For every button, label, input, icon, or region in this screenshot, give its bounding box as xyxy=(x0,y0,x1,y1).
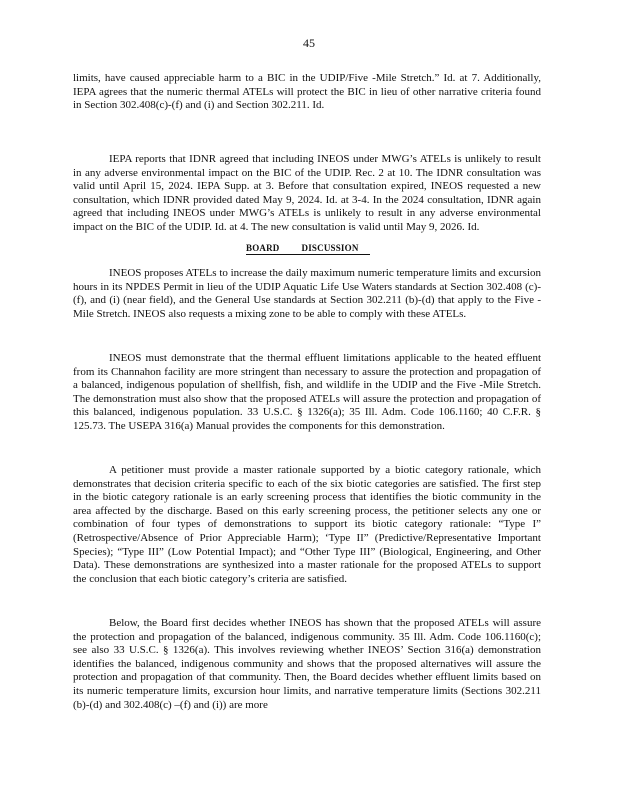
heading-word-board: BOARD xyxy=(246,243,280,253)
paragraph-4 xyxy=(73,352,541,434)
paragraph-5 xyxy=(73,464,541,586)
paragraph-6 xyxy=(73,617,541,712)
paragraph-text: INEOS proposes ATELs to increase the daily maximum numeric temperature limits and excursion hours in its NPDES Permit in lieu of the UDIP Aquatic Life Use Waters standards at Section 302.408 (c)-(f), and (i) (near field), and the General Use standards at Section 302.211 (b)-(d) that apply to the Five -Mile Stretch. INEOS also requests a mixing zone to be able to comply with these ATELs. xyxy=(73,267,541,320)
paragraph-1 xyxy=(73,72,541,113)
paragraph-text: Below, the Board first decides whether INEOS has shown that the proposed ATELs will assure the protection and propagation of the balanced, indigenous community. 35 Ill. Adm. Code 106.1160(c); see also 33 U.S.C. § 1326(a). This involves reviewing whether INEOS’ Section 316(a) demonstration identifies the balanced, indigenous community and shows that the proposed alternatives will assure the protection and propagation of that community. Then, the Board decides whether effluent limits based on its numeric temperature limits, excursion hour limits, and narrative temperature limits (Sections 302.211 (b)-(d) and 302.408(c) –(f) and (i)) are more xyxy=(73,617,541,711)
paragraph-text: IEPA reports that IDNR agreed that including INEOS under MWG’s ATELs is unlikely to result in any adverse environmental impact on the BIC of the UDIP. Rec. 2 at 10. The IDNR consultation was valid until April 15, 2024. IEPA Supp. at 3. Before that consultation expired, INEOS requested a new consultation, which IDNR provided dated May 9, 2024. Id. at 3-4. In the 2024 consultation, IDNR again agreed that including INEOS under MWG’s ATELs is unlikely to result in any adverse environmental impact on the BIC of the UDIP. Id. at 4. The new consultation is valid until May 9, 2026. Id. xyxy=(73,153,541,233)
page-number: 45 xyxy=(303,36,315,50)
heading-word-discussion: DISCUSSION xyxy=(301,243,359,253)
paragraph-text: A petitioner must provide a master rationale supported by a biotic category rationale, which demonstrates that decision criteria specific to each of the six biotic categories are satisfied. The first step in the biotic category rationale is an early screening process that identifies the biotic community in the area affected by the discharge. Based on this early screening process, the petitioner selects any one or combination of four types of demonstrations to support its biotic category rationale: “Type I” (Retrospective/Absence of Prior Appreciable Harm); ‘Type II” (Predictive/Representative Important Species); “Type III” (Low Potential Impact); and “Other Type III” (Biological, Engineering, and Other Data). These demonstrations are synthesized into a master rationale for the proposed ATELs to support the conclusion that each biotic category’s criteria are satisfied. xyxy=(73,464,541,585)
paragraph-3 xyxy=(73,267,541,321)
paragraph-text: limits, have caused appreciable harm to a BIC in the UDIP/Five -Mile Stretch.” Id. at 7. Additionally, IEPA agrees that the numeric thermal ATELs will protect the BIC in lieu of other narrative criteria found in Section 302.408(c)-(f) and (i) and Section 302.211. Id. xyxy=(73,72,541,112)
paragraph-2 xyxy=(73,153,541,235)
section-heading xyxy=(246,243,370,255)
paragraph-text: INEOS must demonstrate that the thermal effluent limitations applicable to the heated effluent from its Channahon facility are more stringent than necessary to assure the protection and propagation of a balanced, indigenous population of shellfish, fish, and wildlife in the UDIP and the Five -Mile Stretch. The demonstration must also show that the proposed ATELs will assure the protection and propagation of this balanced, indigenous population. 33 U.S.C. § 1326(a); 35 Ill. Adm. Code 106.1160; 40 C.F.R. § 125.73. The USEPA 316(a) Manual provides the components for this demonstration. xyxy=(73,352,541,432)
